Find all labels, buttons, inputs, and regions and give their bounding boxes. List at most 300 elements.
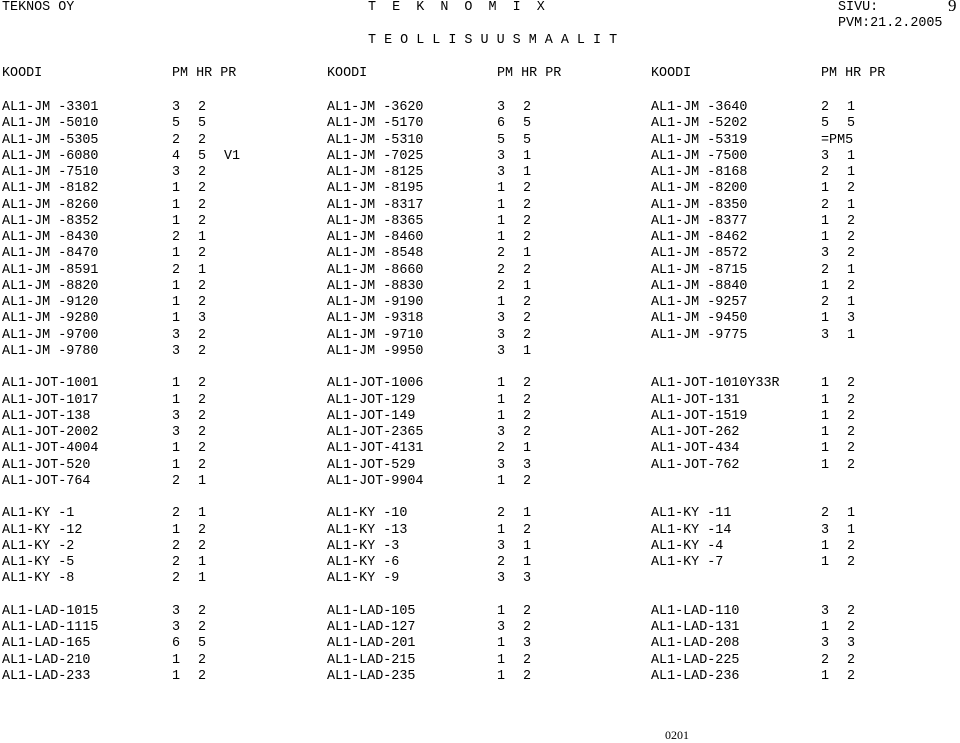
cell-pm: 1	[497, 197, 506, 213]
cell-code: AL1-JOT-762	[651, 457, 740, 473]
cell-code: AL1-JM -9775	[651, 327, 748, 343]
cell-hr: 2	[198, 181, 207, 197]
table-row	[0, 555, 960, 571]
cell-hr: 1	[523, 343, 532, 359]
cell-pm: 1	[172, 295, 181, 310]
cell-pm: 2	[172, 262, 181, 278]
cell-pm: 2	[172, 230, 181, 245]
cell-hr: 5	[523, 132, 532, 148]
cell-code: AL1-JOT-1006	[327, 376, 424, 392]
document-subtitle: T E O L L I S U U S M A A L I T	[368, 33, 618, 48]
cell-hr: 2	[523, 408, 532, 424]
cell-hr: 1	[523, 246, 532, 262]
cell-pm: 3	[172, 620, 181, 635]
cell-code: AL1-JOT-1001	[2, 376, 99, 392]
cell-pm: 1	[821, 457, 830, 473]
cell-code: AL1-JOT-529	[327, 457, 416, 473]
cell-hr: 2	[847, 538, 856, 554]
cell-hr: 2	[847, 652, 856, 668]
cell-code: AL1-KY -9	[327, 571, 400, 587]
cell-code: AL1-LAD-110	[651, 603, 740, 619]
cell-hr: 2	[198, 100, 207, 115]
cell-code: AL1-JM -8548	[327, 246, 424, 262]
cell-pm: 2	[172, 555, 181, 570]
cell-code: AL1-KY -3	[327, 538, 400, 554]
cell-pm: 1	[497, 181, 506, 197]
cell-code: AL1-JOT-2365	[327, 425, 424, 440]
cell-pm: 1	[821, 392, 830, 408]
cell-hr: 3	[847, 636, 856, 652]
table-row	[0, 620, 960, 636]
cell-code: AL1-KY -13	[327, 522, 408, 538]
cell-hr: 2	[847, 603, 856, 619]
cell-pm: 3	[497, 425, 506, 440]
cell-pm: 2	[821, 100, 830, 115]
cell-hr: 2	[847, 230, 856, 245]
column-header-pm-hr-pr: PM HR PR	[497, 66, 562, 81]
cell-code: AL1-KY -7	[651, 555, 724, 570]
cell-code: AL1-JM -8820	[2, 278, 99, 294]
cell-pm: 1	[497, 408, 506, 424]
cell-pm: 3	[821, 636, 830, 652]
cell-code: AL1-JOT-434	[651, 441, 740, 457]
cell-code: AL1-JM -9780	[2, 343, 99, 359]
cell-pm: 1	[172, 246, 181, 262]
cell-pm: 2	[821, 262, 830, 278]
cell-pm: 2	[172, 132, 181, 148]
cell-hr: 2	[847, 408, 856, 424]
cell-code: AL1-JM -6080	[2, 148, 99, 164]
cell-pm: 2	[821, 197, 830, 213]
cell-pm: 1	[821, 376, 830, 392]
cell-code: AL1-KY -12	[2, 522, 83, 538]
cell-code: AL1-JM -8377	[651, 213, 748, 229]
cell-pm: 2	[821, 506, 830, 522]
table-row	[0, 409, 960, 425]
cell-code: AL1-KY -11	[651, 506, 732, 522]
column-header-code: KOODI	[2, 66, 43, 81]
cell-hr: 1	[523, 441, 532, 457]
cell-code: AL1-JM -9700	[2, 327, 99, 343]
cell-pm: 1	[497, 392, 506, 408]
cell-pm: 3	[497, 327, 506, 343]
cell-hr: 2	[523, 392, 532, 408]
cell-hr: 2	[847, 246, 856, 262]
cell-code: AL1-JM -9190	[327, 295, 424, 310]
table-row	[0, 539, 960, 555]
cell-hr: 1	[198, 230, 207, 245]
cell-pm: 3	[497, 538, 506, 554]
group-separator	[0, 490, 960, 506]
cell-code: AL1-LAD-105	[327, 603, 416, 619]
cell-code: AL1-JM -5319	[651, 132, 748, 148]
cell-hr: 3	[847, 311, 856, 327]
cell-hr: 2	[523, 425, 532, 440]
cell-pm: 3	[821, 148, 830, 164]
cell-hr: 2	[523, 311, 532, 327]
cell-hr: 2	[847, 441, 856, 457]
cell-hr: 1	[523, 555, 532, 570]
cell-pm: 3	[172, 327, 181, 343]
cell-code: AL1-JM -8350	[651, 197, 748, 213]
cell-hr: 2	[523, 230, 532, 245]
cell-code: AL1-JM -8470	[2, 246, 99, 262]
cell-code: AL1-LAD-127	[327, 620, 416, 635]
cell-code: AL1-JM -9710	[327, 327, 424, 343]
table-row	[0, 230, 960, 246]
cell-code: AL1-JM -8591	[2, 262, 99, 278]
cell-hr: 2	[523, 181, 532, 197]
cell-code: AL1-JOT-138	[2, 408, 91, 424]
cell-code: AL1-JM -7500	[651, 148, 748, 164]
cell-pm: 1	[172, 278, 181, 294]
cell-pm: 1	[821, 311, 830, 327]
cell-pm: 2	[497, 506, 506, 522]
cell-hr: 2	[847, 457, 856, 473]
cell-hr: 2	[847, 213, 856, 229]
cell-hr: 2	[523, 652, 532, 668]
cell-pm: 1	[172, 181, 181, 197]
cell-pm: 3	[172, 603, 181, 619]
cell-hr: 2	[523, 100, 532, 115]
cell-code: AL1-KY -1	[2, 506, 75, 522]
cell-code: AL1-JOT-4131	[327, 441, 424, 457]
cell-hr: 3	[523, 571, 532, 587]
cell-code: AL1-JOT-4004	[2, 441, 99, 457]
cell-hr: 1	[847, 295, 856, 310]
cell-hr: 2	[523, 376, 532, 392]
cell-code: AL1-JOT-149	[327, 408, 416, 424]
cell-code: AL1-JM -8260	[2, 197, 99, 213]
cell-pm: 1	[821, 181, 830, 197]
cell-code: AL1-LAD-225	[651, 652, 740, 668]
cell-pm: 1	[172, 311, 181, 327]
cell-hr: 5	[198, 148, 207, 164]
cell-hr: 1	[847, 262, 856, 278]
cell-hr: 1	[847, 506, 856, 522]
cell-pm: 1	[821, 230, 830, 245]
cell-hr: 1	[198, 473, 207, 489]
cell-pm: 1	[821, 425, 830, 440]
cell-pm: 2	[497, 262, 506, 278]
table-row	[0, 181, 960, 197]
cell-code: AL1-JM -5170	[327, 116, 424, 132]
cell-pm: 1	[172, 376, 181, 392]
cell-code: AL1-JM -8125	[327, 165, 424, 180]
cell-pm: 6	[172, 636, 181, 652]
cell-code: AL1-LAD-235	[327, 668, 416, 684]
cell-hr: 2	[198, 668, 207, 684]
table-row	[0, 246, 960, 262]
cell-hr: 1	[198, 506, 207, 522]
group-separator	[0, 588, 960, 604]
cell-code: AL1-JM -8182	[2, 181, 99, 197]
table-row	[0, 116, 960, 132]
cell-code: AL1-JM -3640	[651, 100, 748, 115]
cell-code: AL1-JM -8317	[327, 197, 424, 213]
cell-pm: 3	[497, 457, 506, 473]
cell-hr: 2	[198, 522, 207, 538]
cell-hr: 2	[198, 132, 207, 148]
cell-code: AL1-JOT-131	[651, 392, 740, 408]
cell-code: AL1-KY -10	[327, 506, 408, 522]
cell-hr: 2	[198, 425, 207, 440]
cell-pm: 3	[821, 246, 830, 262]
cell-pm: 2	[172, 571, 181, 587]
page-number: 9	[948, 0, 957, 15]
table-row	[0, 636, 960, 652]
cell-code: AL1-JOT-764	[2, 473, 91, 489]
cell-pm: 1	[821, 620, 830, 635]
cell-pm: 3	[497, 165, 506, 180]
cell-hr: 2	[523, 668, 532, 684]
code-table	[0, 100, 960, 685]
cell-hr: 1	[198, 571, 207, 587]
cell-hr: 2	[523, 522, 532, 538]
cell-pm: 1	[821, 441, 830, 457]
cell-hr: 2	[847, 376, 856, 392]
cell-pm: 1	[172, 441, 181, 457]
cell-code: AL1-JOT-520	[2, 457, 91, 473]
cell-pm: 1	[821, 668, 830, 684]
cell-code: AL1-JM -8715	[651, 262, 748, 278]
cell-hr: 2	[198, 295, 207, 310]
cell-hr: 5	[847, 116, 856, 132]
table-row	[0, 441, 960, 457]
cell-code: AL1-JOT-129	[327, 392, 416, 408]
table-row	[0, 344, 960, 360]
cell-pm: 1	[172, 457, 181, 473]
cell-hr: 2	[198, 246, 207, 262]
cell-code: AL1-JM -8572	[651, 246, 748, 262]
cell-code: AL1-JM -8200	[651, 181, 748, 197]
table-row	[0, 279, 960, 295]
cell-code: AL1-JM -8830	[327, 278, 424, 294]
group-separator	[0, 360, 960, 376]
cell-code: AL1-JM -9450	[651, 311, 748, 327]
cell-code: AL1-JM -9120	[2, 295, 99, 310]
cell-hr: 2	[198, 457, 207, 473]
cell-code: AL1-LAD-208	[651, 636, 740, 652]
page-label: SIVU:	[838, 0, 879, 15]
cell-pm: 1	[497, 213, 506, 229]
cell-pm: 3	[172, 425, 181, 440]
cell-pm: 1	[497, 473, 506, 489]
column-header-pm-hr-pr: PM HR PR	[172, 66, 237, 81]
cell-pm: 1	[497, 295, 506, 310]
table-row	[0, 376, 960, 392]
cell-pm: 2	[172, 506, 181, 522]
cell-pm: 1	[821, 213, 830, 229]
cell-pm: 1	[497, 230, 506, 245]
cell-hr: 1	[523, 506, 532, 522]
cell-code: AL1-JOT-2002	[2, 425, 99, 440]
cell-code: AL1-LAD-1115	[2, 620, 99, 635]
table-row	[0, 295, 960, 311]
cell-pm: 2	[821, 165, 830, 180]
table-row	[0, 133, 960, 149]
cell-pm: 1	[497, 668, 506, 684]
cell-code: AL1-JM -5202	[651, 116, 748, 132]
table-row	[0, 425, 960, 441]
table-row	[0, 393, 960, 409]
footer-code: 0201	[665, 728, 689, 742]
cell-code: AL1-JOT-1017	[2, 392, 99, 408]
cell-code: AL1-LAD-1015	[2, 603, 99, 619]
cell-hr: 2	[198, 327, 207, 343]
cell-pm: 1	[497, 376, 506, 392]
cell-code: AL1-JM -9318	[327, 311, 424, 327]
cell-code: AL1-JOT-1519	[651, 408, 748, 424]
cell-hr: 2	[198, 278, 207, 294]
table-row	[0, 506, 960, 522]
cell-hr: 2	[523, 295, 532, 310]
cell-pm: 3	[172, 408, 181, 424]
cell-code: AL1-JOT-1010Y33R	[651, 376, 780, 392]
cell-hr: 2	[523, 473, 532, 489]
cell-hr: 1	[847, 148, 856, 164]
cell-pm: 1	[172, 652, 181, 668]
table-row	[0, 653, 960, 669]
table-row	[0, 328, 960, 344]
column-header-pm-hr-pr: PM HR PR	[821, 66, 886, 81]
cell-code: AL1-JM -8660	[327, 262, 424, 278]
cell-pm: 1	[497, 522, 506, 538]
cell-code: AL1-KY -4	[651, 538, 724, 554]
cell-hr: 2	[847, 278, 856, 294]
cell-hr: 2	[198, 197, 207, 213]
table-row	[0, 149, 960, 165]
cell-hr: 2	[198, 603, 207, 619]
cell-code: AL1-JM -7025	[327, 148, 424, 164]
cell-pm: 1	[172, 522, 181, 538]
cell-pm: 3	[821, 603, 830, 619]
cell-hr: 2	[198, 441, 207, 457]
cell-hr: 2	[198, 165, 207, 180]
cell-pm: 3	[497, 311, 506, 327]
cell-hr: 3	[523, 457, 532, 473]
cell-pm: 5	[172, 116, 181, 132]
cell-pm: 3	[497, 571, 506, 587]
table-row	[0, 165, 960, 181]
cell-code: AL1-LAD-210	[2, 652, 91, 668]
cell-pm: 3	[172, 100, 181, 115]
cell-code: AL1-LAD-165	[2, 636, 91, 652]
cell-code: AL1-KY -2	[2, 538, 75, 554]
table-row	[0, 100, 960, 116]
cell-hr: 2	[847, 620, 856, 635]
cell-hr: 2	[523, 327, 532, 343]
cell-hr: 2	[847, 425, 856, 440]
cell-hr: 1	[847, 197, 856, 213]
cell-pm: 3	[172, 165, 181, 180]
table-row	[0, 198, 960, 214]
cell-pm: 3	[497, 148, 506, 164]
cell-pm: 2	[497, 555, 506, 570]
cell-hr: 2	[198, 376, 207, 392]
cell-code: AL1-JM -9280	[2, 311, 99, 327]
cell-hr: 2	[198, 652, 207, 668]
cell-pm: 3	[821, 522, 830, 538]
cell-code: AL1-JM -8195	[327, 181, 424, 197]
cell-code: AL1-JM -7510	[2, 165, 99, 180]
document-title: T E K N O M I X	[368, 0, 545, 15]
cell-code: AL1-JM -3301	[2, 100, 99, 115]
cell-hr: 1	[847, 100, 856, 115]
cell-code: AL1-JM -8352	[2, 213, 99, 229]
cell-hr: 2	[523, 262, 532, 278]
cell-code: AL1-JM -8460	[327, 230, 424, 245]
cell-code: AL1-KY -14	[651, 522, 732, 538]
cell-code: AL1-JM -8365	[327, 213, 424, 229]
print-date: PVM:21.2.2005	[838, 16, 943, 31]
cell-code: AL1-JM -9257	[651, 295, 748, 310]
table-row	[0, 571, 960, 587]
cell-hr: 1	[523, 165, 532, 180]
cell-code: AL1-LAD-131	[651, 620, 740, 635]
cell-hr: 2	[523, 620, 532, 635]
cell-pm: 2	[497, 246, 506, 262]
cell-hr: 2	[198, 620, 207, 635]
cell-pm: 2	[172, 473, 181, 489]
cell-pm: 2	[821, 295, 830, 310]
cell-hr: 2	[198, 343, 207, 359]
cell-pm: 1	[497, 603, 506, 619]
column-header-code: KOODI	[651, 66, 692, 81]
cell-pm: 5	[821, 116, 830, 132]
cell-pm: 1	[821, 278, 830, 294]
cell-hr: 5	[198, 116, 207, 132]
cell-pm: 2	[821, 652, 830, 668]
cell-pm: 2	[497, 278, 506, 294]
cell-pm: 3	[497, 620, 506, 635]
cell-code: AL1-KY -6	[327, 555, 400, 570]
cell-pm: 5	[497, 132, 506, 148]
cell-pm: 1	[497, 652, 506, 668]
cell-hr: 1	[523, 148, 532, 164]
table-row	[0, 214, 960, 230]
cell-code: AL1-KY -8	[2, 571, 75, 587]
cell-hr: 1	[198, 262, 207, 278]
cell-code: AL1-JM -5310	[327, 132, 424, 148]
cell-hr: 2	[198, 392, 207, 408]
cell-pm: 1	[172, 213, 181, 229]
cell-hr: 2	[198, 538, 207, 554]
cell-code: AL1-JM -5010	[2, 116, 99, 132]
cell-code: AL1-LAD-233	[2, 668, 91, 684]
cell-code: AL1-KY -5	[2, 555, 75, 570]
table-row	[0, 458, 960, 474]
cell-hr: 1	[523, 278, 532, 294]
cell-hr: 5	[198, 636, 207, 652]
cell-pm: 1	[172, 668, 181, 684]
cell-pm: 1	[497, 636, 506, 652]
cell-hr: 1	[523, 538, 532, 554]
cell-code: AL1-JM -8840	[651, 278, 748, 294]
cell-hr: 2	[523, 197, 532, 213]
cell-code: AL1-JM -3620	[327, 100, 424, 115]
table-row	[0, 311, 960, 327]
table-row	[0, 669, 960, 685]
cell-pm: 3	[172, 343, 181, 359]
table-row	[0, 474, 960, 490]
cell-pm: 6	[497, 116, 506, 132]
column-header-row	[0, 66, 960, 82]
cell-hr: 2	[847, 181, 856, 197]
cell-hr: 2	[198, 408, 207, 424]
cell-code: AL1-JM -9950	[327, 343, 424, 359]
cell-code: AL1-JM -5305	[2, 132, 99, 148]
